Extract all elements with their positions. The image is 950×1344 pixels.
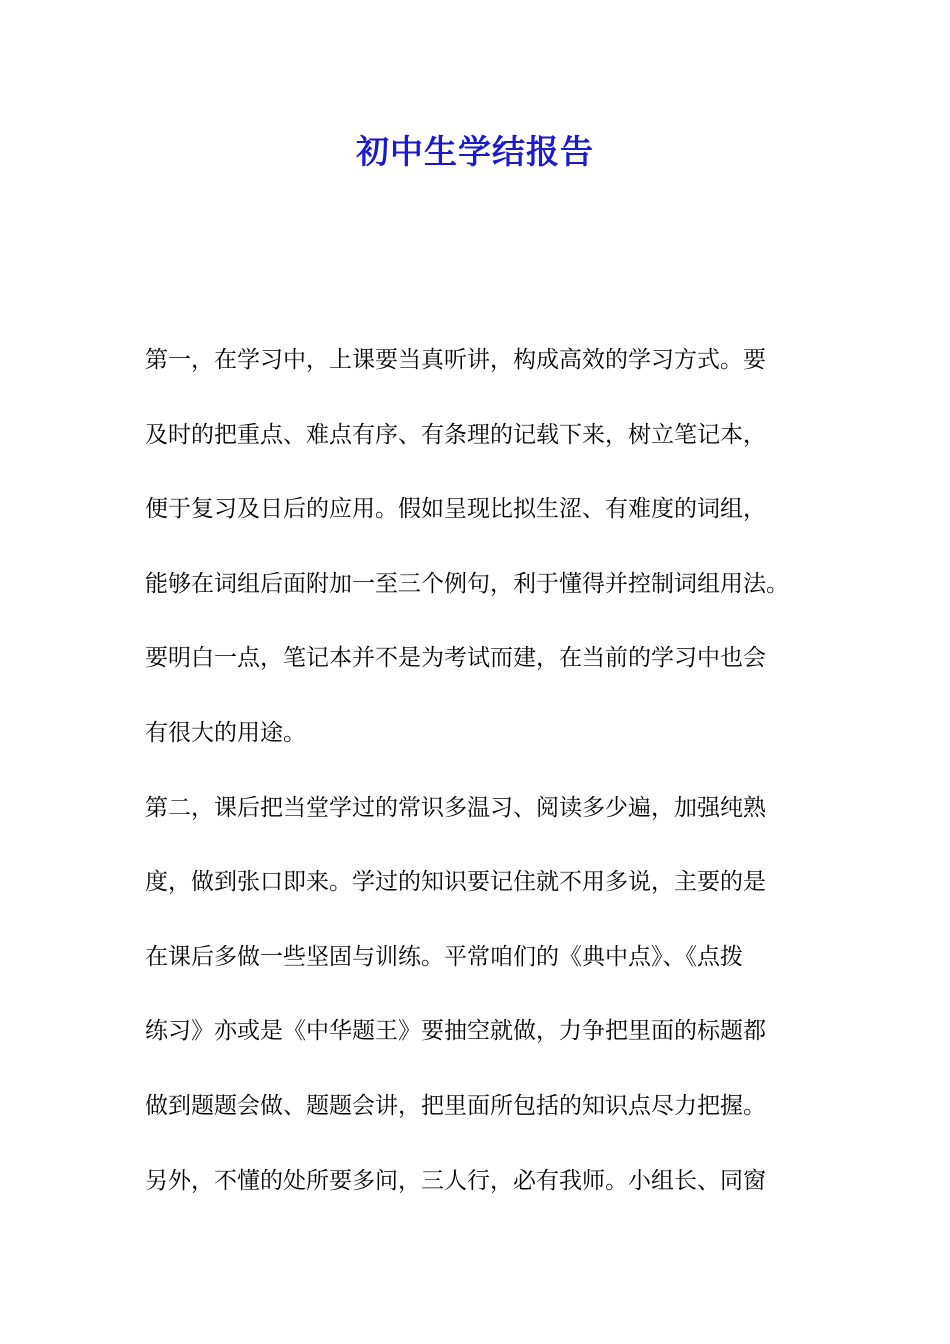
body-line: 要明白一点，笔记本并不是为考试而建，在当前的学习中也会 xyxy=(145,645,766,672)
body-line: 另外，不懂的处所要多问，三人行，必有我师。小组长、同窗 xyxy=(145,1167,766,1194)
body-line: 第一，在学习中，上课要当真听讲，构成高效的学习方式。要 xyxy=(145,347,766,373)
body-line: 做到题题会做、题题会讲，把里面所包括的知识点尽力把握。 xyxy=(145,1092,766,1119)
body-line: 有很大的用途。 xyxy=(145,719,306,746)
body-line: 练习》亦或是《中华题王》要抽空就做，力争把里面的标题都 xyxy=(145,1018,766,1045)
body-line: 便于复习及日后的应用。假如呈现比拟生涩、有难度的词组， xyxy=(145,496,766,523)
body-line: 及时的把重点、难点有序、有条理的记载下来，树立笔记本， xyxy=(145,421,766,448)
body-line: 能够在词组后面附加一至三个例句，利于懂得并控制词组用法。 xyxy=(145,570,789,597)
body-line: 第二，课后把当堂学过的常识多温习、阅读多少遍，加强纯熟 xyxy=(145,794,766,821)
body-line: 度，做到张口即来。学过的知识要记住就不用多说，主要的是 xyxy=(145,869,766,896)
document-body xyxy=(145,336,825,1231)
document-title: 初中生学结报告 xyxy=(356,132,594,171)
body-line: 在课后多做一些坚固与训练。平常咱们的《典中点》、《点拨 xyxy=(145,943,743,970)
